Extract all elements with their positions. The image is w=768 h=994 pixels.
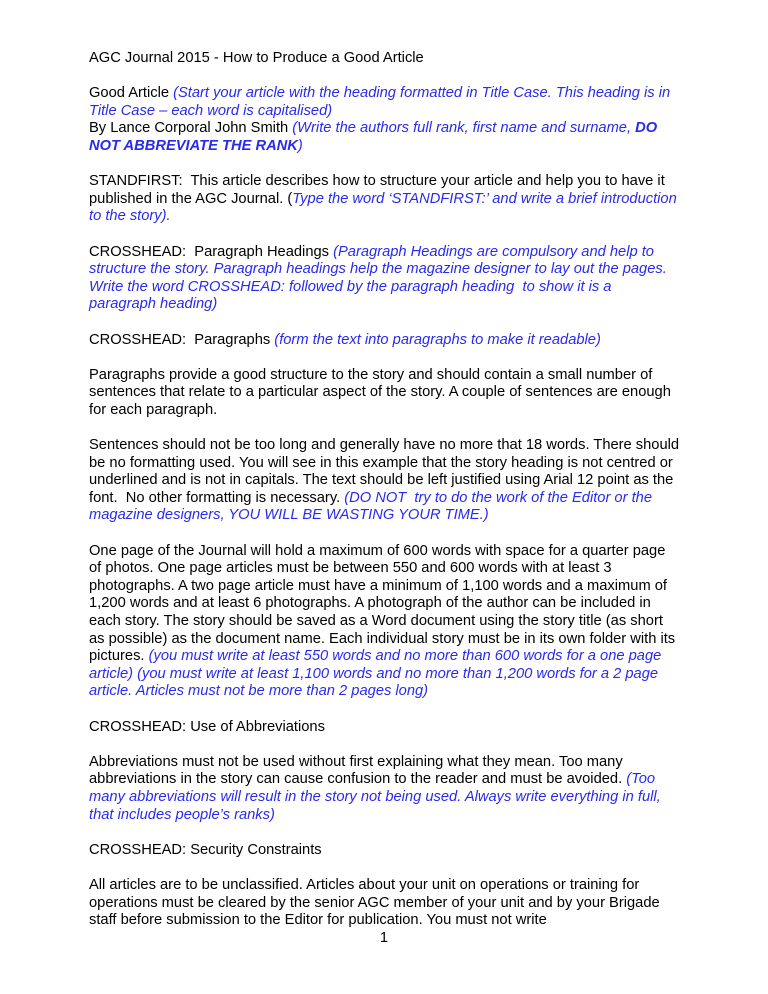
byline-line	[89, 120, 680, 155]
crosshead-security-constraints	[89, 842, 680, 860]
abbreviations-body-run-1: (Too many abbreviations will result in the story not being used. Always write everything in full, that includes people’s ranks)	[89, 771, 665, 823]
byline-line-run-0: By Lance Corporal John Smith	[89, 120, 293, 137]
abbreviations-body	[89, 754, 680, 824]
paragraph-gap	[89, 226, 680, 244]
paragraph-gap	[89, 349, 680, 367]
abbreviations-body-run-0: Abbreviations must not be used without first explaining what they mean. Too many abbreviations in the story can cause confusion to the reader and must be avoided.	[89, 753, 627, 788]
page-number: 1	[379, 930, 389, 946]
title-line	[89, 50, 680, 68]
word-count-body-run-1: (you must write at least 550 words and no more than 600 words for a one page article) (you must write at least 1,100 words and no more than 1,200 words for a 2 page article. Articles must not be more than 2 pages long)	[89, 648, 666, 700]
crosshead-paragraphs	[89, 332, 680, 350]
security-body	[89, 877, 680, 930]
paragraph-gap	[89, 314, 680, 332]
title-line-run-0: AGC Journal 2015 - How to Produce a Good Article	[89, 50, 424, 66]
article-heading-line-run-0: Good Article	[89, 85, 174, 102]
paragraph-gap	[89, 824, 680, 842]
standfirst-paragraph	[89, 173, 680, 226]
crosshead-paragraphs-run-1: (form the text into paragraphs to make it readable)	[274, 331, 601, 348]
byline-line-run-3: )	[297, 137, 303, 154]
paragraphs-body	[89, 367, 680, 420]
sentences-body-run-1: (DO NOT try to do the work of the Editor or the magazine designers, YOU WILL BE WASTING YOUR TIME.)	[89, 489, 657, 524]
crosshead-security-constraints-run-0: CROSSHEAD: Security Constraints	[89, 841, 322, 858]
crosshead-abbreviations	[89, 719, 680, 737]
crosshead-abbreviations-run-0: CROSSHEAD: Use of Abbreviations	[89, 718, 325, 735]
crosshead-paragraph-headings	[89, 244, 680, 314]
paragraphs-body-run-0: Paragraphs provide a good structure to the story and should contain a small number of sentences that relate to a particular aspect of the story. A couple of sentences are enough for each paragraph.	[89, 366, 675, 418]
article-heading-line	[89, 85, 680, 120]
word-count-body-run-0: One page of the Journal will hold a maximum of 600 words with space for a quarter page of photos. One page articles must be between 550 and 600 words with at least 3 photographs. A two page article must have a minimum of 1,100 words and a maximum of 1,200 words and at least 6 photographs. A photograph of the author can be included in each story. The story should be saved as a Word document using the story title (as short as possible) as the document name. Each individual story must be in its own folder with its pictures.	[89, 542, 680, 665]
sentences-body	[89, 437, 684, 525]
standfirst-paragraph-run-1: Type the word ‘STANDFIRST:’ and write a brief introduction to the story).	[89, 190, 681, 225]
crosshead-paragraph-headings-run-1: (Paragraph Headings are compulsory and help to structure the story. Paragraph headings help the magazine designer to lay out the pages. Write the word CROSSHEAD: followed by the paragraph heading to show it is a paragraph heading)	[89, 243, 675, 313]
crosshead-paragraphs-run-0: CROSSHEAD: Paragraphs	[89, 331, 275, 348]
crosshead-paragraph-headings-run-0: CROSSHEAD: Paragraph Headings	[89, 243, 334, 260]
paragraph-gap	[89, 419, 680, 437]
document-text-body	[89, 50, 684, 930]
paragraph-gap	[89, 525, 680, 543]
paragraph-gap	[89, 68, 680, 86]
article-heading-line-run-1: (Start your article with the heading formatted in Title Case. This heading is in Title Case – each word is capitalised)	[89, 85, 675, 119]
byline-line-run-2: DO NOT ABBREVIATE THE RANK	[89, 120, 662, 154]
paragraph-gap	[89, 859, 680, 877]
word-count-body	[89, 543, 680, 701]
standfirst-paragraph-run-0: STANDFIRST: This article describes how to structure your article and help you to have it published in the AGC Journal. (	[89, 173, 669, 207]
security-body-run-0: All articles are to be unclassified. Articles about your unit on operations or training for operations must be cleared by the senior AGC member of your unit and by your Brigade staff before submission to the Editor for publication. You must not write	[89, 876, 664, 929]
byline-line-run-1: (Write the authors full rank, first name and surname,	[292, 120, 636, 137]
paragraph-gap	[89, 736, 680, 754]
paragraph-gap	[89, 156, 680, 174]
paragraph-gap	[89, 701, 680, 719]
sentences-body-run-0: Sentences should not be too long and generally have no more that 18 words. There should be no formatting used. You will see in this example that the story heading is not centred or underlined and is not in capitals. The text should be left justified using Arial 12 point as the font. No other formatting is necessary.	[89, 437, 684, 506]
